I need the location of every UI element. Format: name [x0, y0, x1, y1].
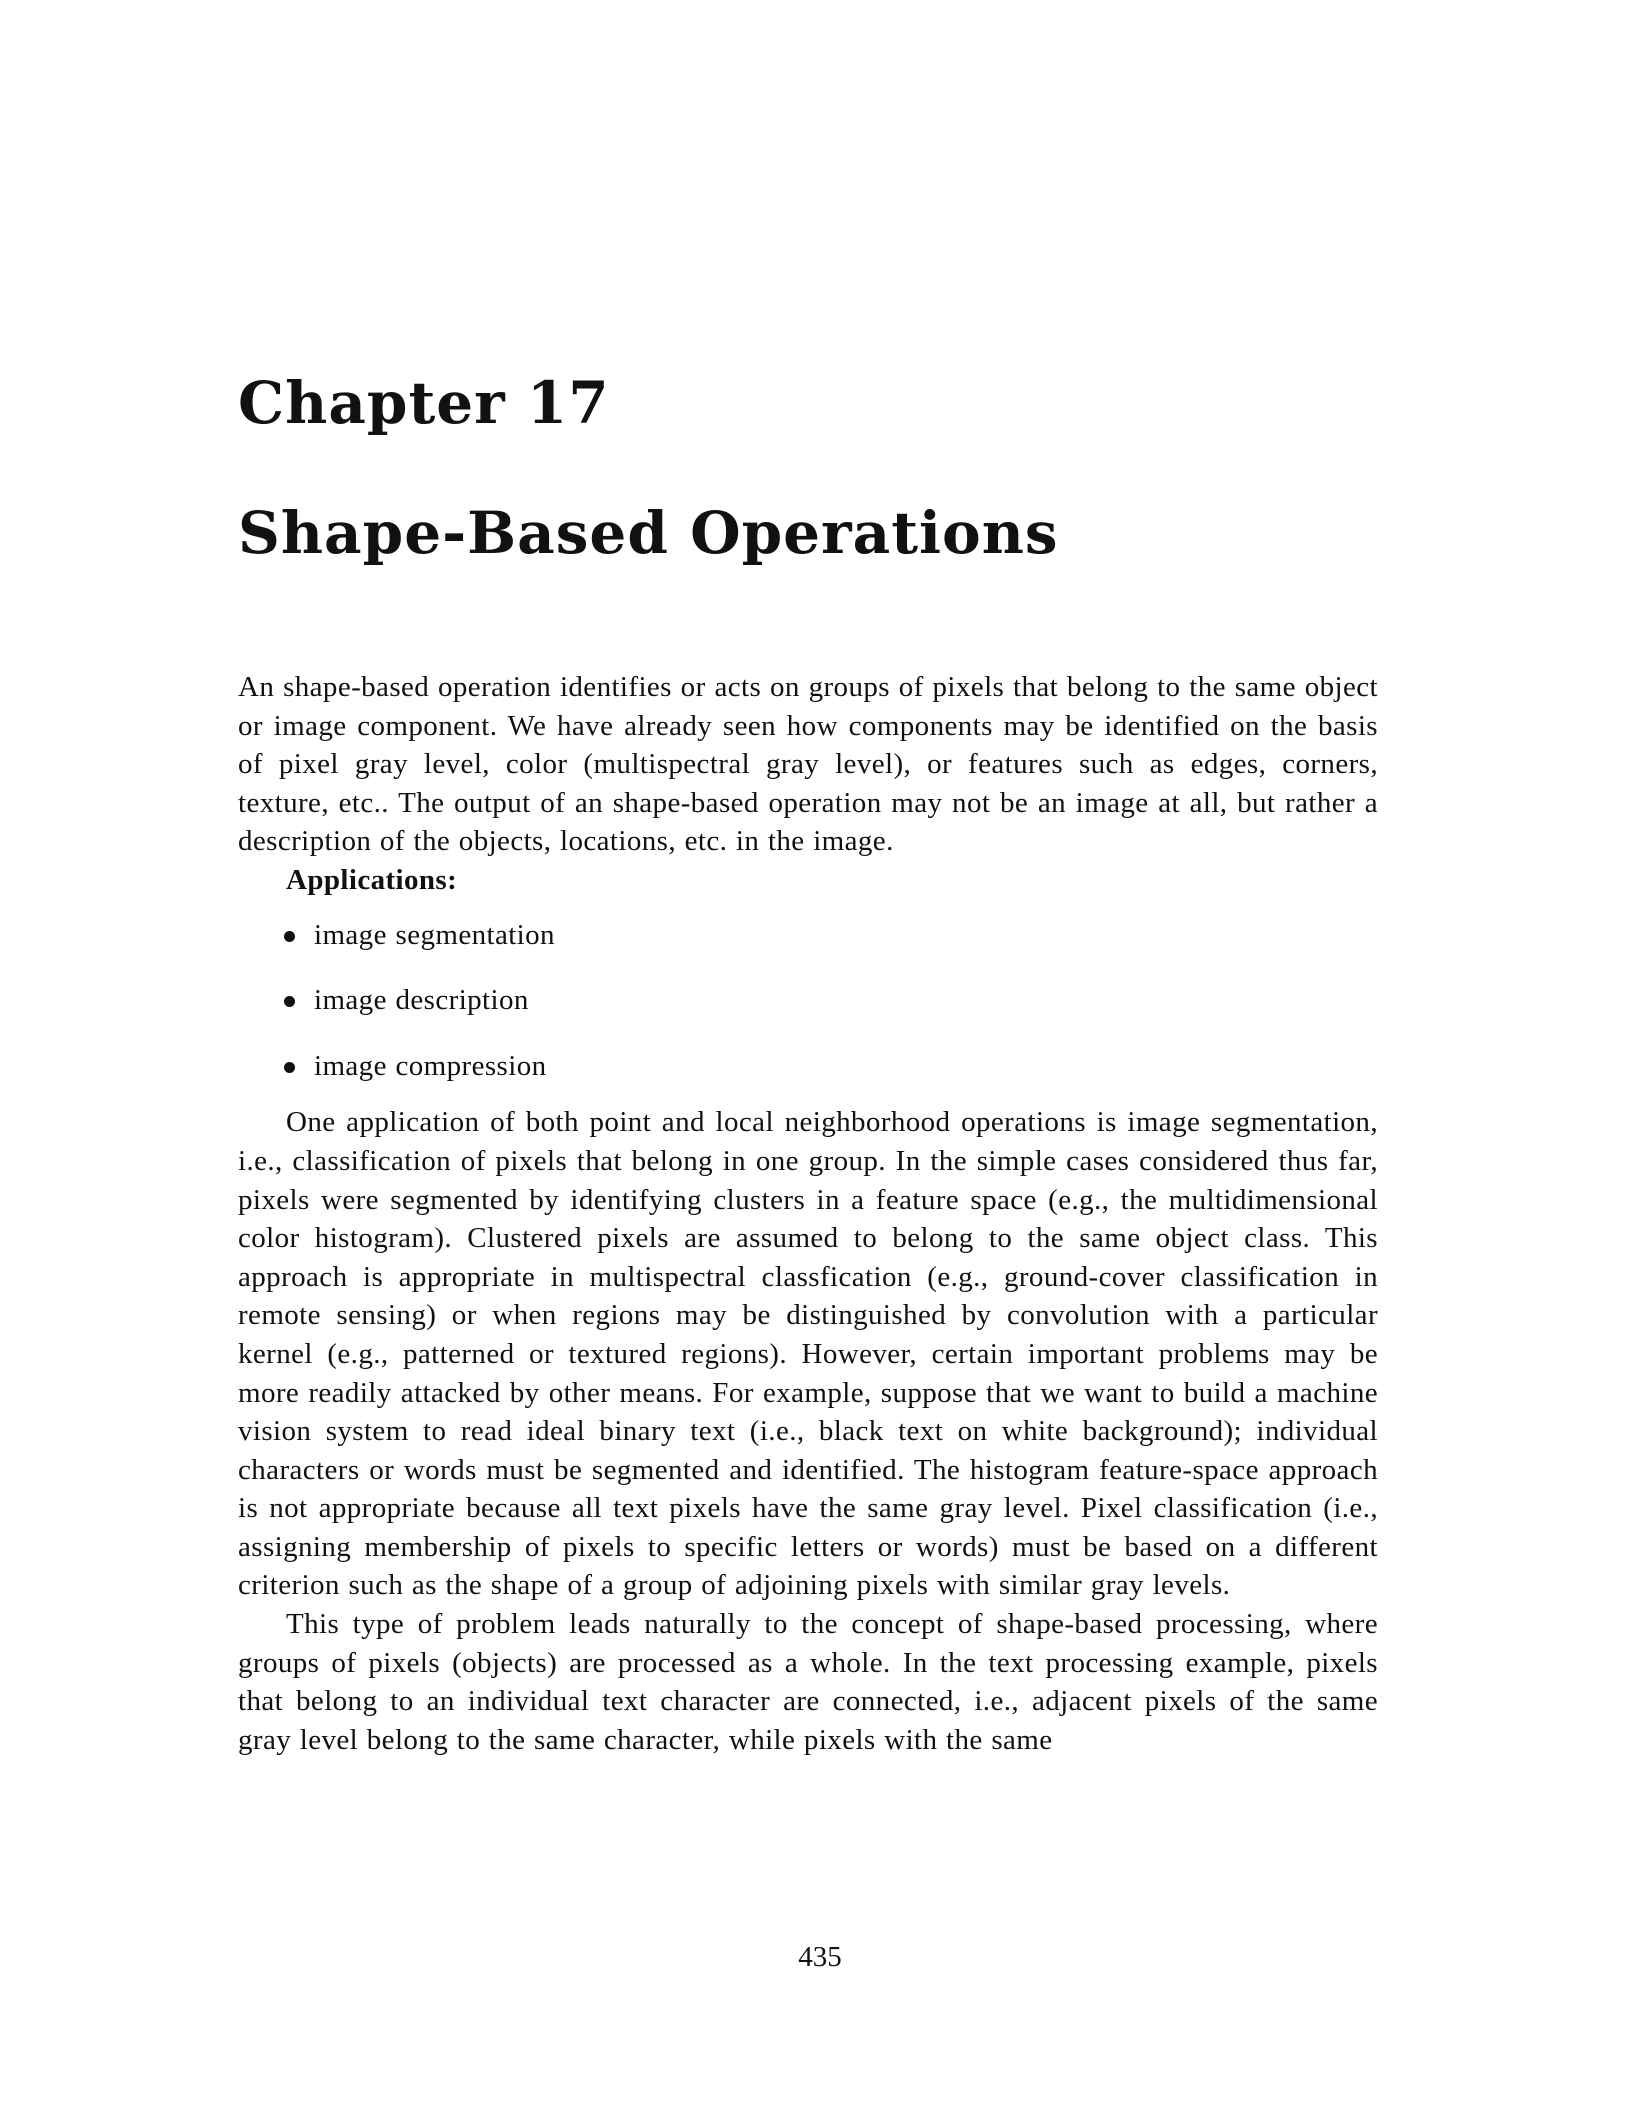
applications-list	[238, 916, 1378, 1086]
list-item-label: image compression	[314, 1049, 547, 1082]
bullet-icon	[284, 931, 295, 942]
list-item-label: image segmentation	[314, 918, 555, 951]
list-item	[284, 916, 1378, 955]
list-item	[284, 1047, 1378, 1086]
applications-heading: Applications:	[286, 863, 458, 896]
bullet-icon	[284, 1062, 295, 1073]
chapter-number: Chapter 17	[238, 369, 610, 437]
page-number: 435	[798, 1941, 842, 1973]
shape-processing-paragraph: This type of problem leads naturally to the concept of shape-based processing, where groups of pixels (objects) are processed as a whole. In the text processing example, pixels that belong to an individual text character are connected, i.e., adjacent pixels of the same gray level belong to the same character, while pixels with the same	[238, 1608, 1378, 1756]
segmentation-paragraph: One application of both point and local neighborhood operations is image segmentation, i.e., classification of pixels that belong in one group. In the simple cases considered thus far, pixels were segmented by identifying clusters in a feature space (e.g., the multidimensional color histogram). Clustered pixels are assumed to belong to the same object class. This approach is appropriate in multispectral classfication (e.g., ground-cover classification in remote sensing) or when regions may be distinguished by convolution with a particular kernel (e.g., patterned or textured regions). However, certain important problems may be more readily attacked by other means. For example, suppose that we want to build a machine vision system to read ideal binary text (i.e., black text on white background); individual characters or words must be segmented and identified. The histogram feature-space approach is not appropriate because all text pixels have the same gray level. Pixel classification (i.e., assigning membership of pixels to specific letters or words) must be based on a different criterion such as the shape of a group of adjoining pixels with similar gray levels.	[238, 1106, 1378, 1602]
list-item	[284, 981, 1378, 1020]
chapter-body	[238, 668, 1378, 1759]
bullet-icon	[284, 996, 295, 1007]
intro-paragraph: An shape-based operation identifies or acts on groups of pixels that belong to the same object or image component. We have already seen how components may be identified on the basis of pixel gray level, color (multispectral gray level), or features such as edges, corners, texture, etc.. The output of an shape-based operation may not be an image at all, but rather a description of the objects, locations, etc. in the image.	[238, 671, 1378, 858]
chapter-title: Shape-Based Operations	[238, 499, 1059, 567]
list-item-label: image description	[314, 984, 529, 1017]
